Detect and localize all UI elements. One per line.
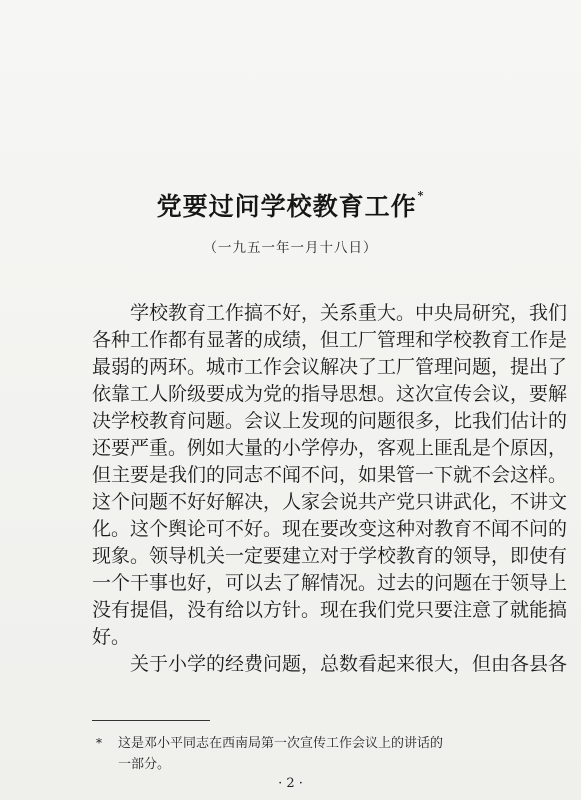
text-line: 决学校教育问题。会议上发现的问题很多，比我们估计的 bbox=[92, 410, 568, 432]
text-line: 化。这个舆论可不好。现在要改变这种对教育不闻不问的 bbox=[92, 518, 568, 540]
text-line: 但主要是我们的同志不闻不问，如果管一下就不会这样。 bbox=[92, 464, 568, 486]
text-line: 现象。领导机关一定要建立对于学校教育的领导，即使有 bbox=[92, 545, 568, 567]
body-text bbox=[92, 300, 568, 678]
page-title bbox=[157, 187, 425, 223]
text-line: 还要严重。例如大量的小学停办，客观上匪乱是个原因， bbox=[92, 437, 568, 459]
text-line: 一个干事也好，可以去了解情况。过去的问题在于领导上 bbox=[92, 572, 568, 594]
text-line: 好。 bbox=[92, 626, 131, 648]
text-line: 最弱的两环。城市工作会议解决了工厂管理问题，提出了 bbox=[92, 356, 568, 378]
title-block bbox=[0, 187, 581, 223]
speech-date: （一九五一年一月十八日） bbox=[203, 240, 378, 256]
footnote-line: 一部分。 bbox=[118, 757, 171, 772]
text-line: 学校教育工作搞不好，关系重大。中央局研究，我们 bbox=[130, 302, 568, 324]
footnote-divider bbox=[92, 720, 210, 721]
text-line: 依靠工人阶级要成为党的指导思想。这次宣传会议，要解 bbox=[92, 383, 568, 405]
title-text: 党要过问学校教育工作 bbox=[156, 192, 417, 221]
page-number: · 2 · bbox=[278, 776, 303, 791]
footnote bbox=[96, 733, 558, 775]
title-footnote-mark: * bbox=[417, 189, 425, 202]
text-line: 关于小学的经费问题，总数看起来很大，但由各县各 bbox=[130, 653, 568, 675]
footnote-mark: * bbox=[96, 736, 102, 750]
footnote-line: 这是邓小平同志在西南局第一次宣传工作会议上的讲话的 bbox=[118, 736, 444, 751]
text-line: 这个问题不好好解决，人家会说共产党只讲武化，不讲文 bbox=[92, 491, 568, 513]
text-line: 没有提倡，没有给以方针。现在我们党只要注意了就能搞 bbox=[92, 599, 568, 621]
text-line: 各种工作都有显著的成绩，但工厂管理和学校教育工作是 bbox=[92, 329, 568, 351]
